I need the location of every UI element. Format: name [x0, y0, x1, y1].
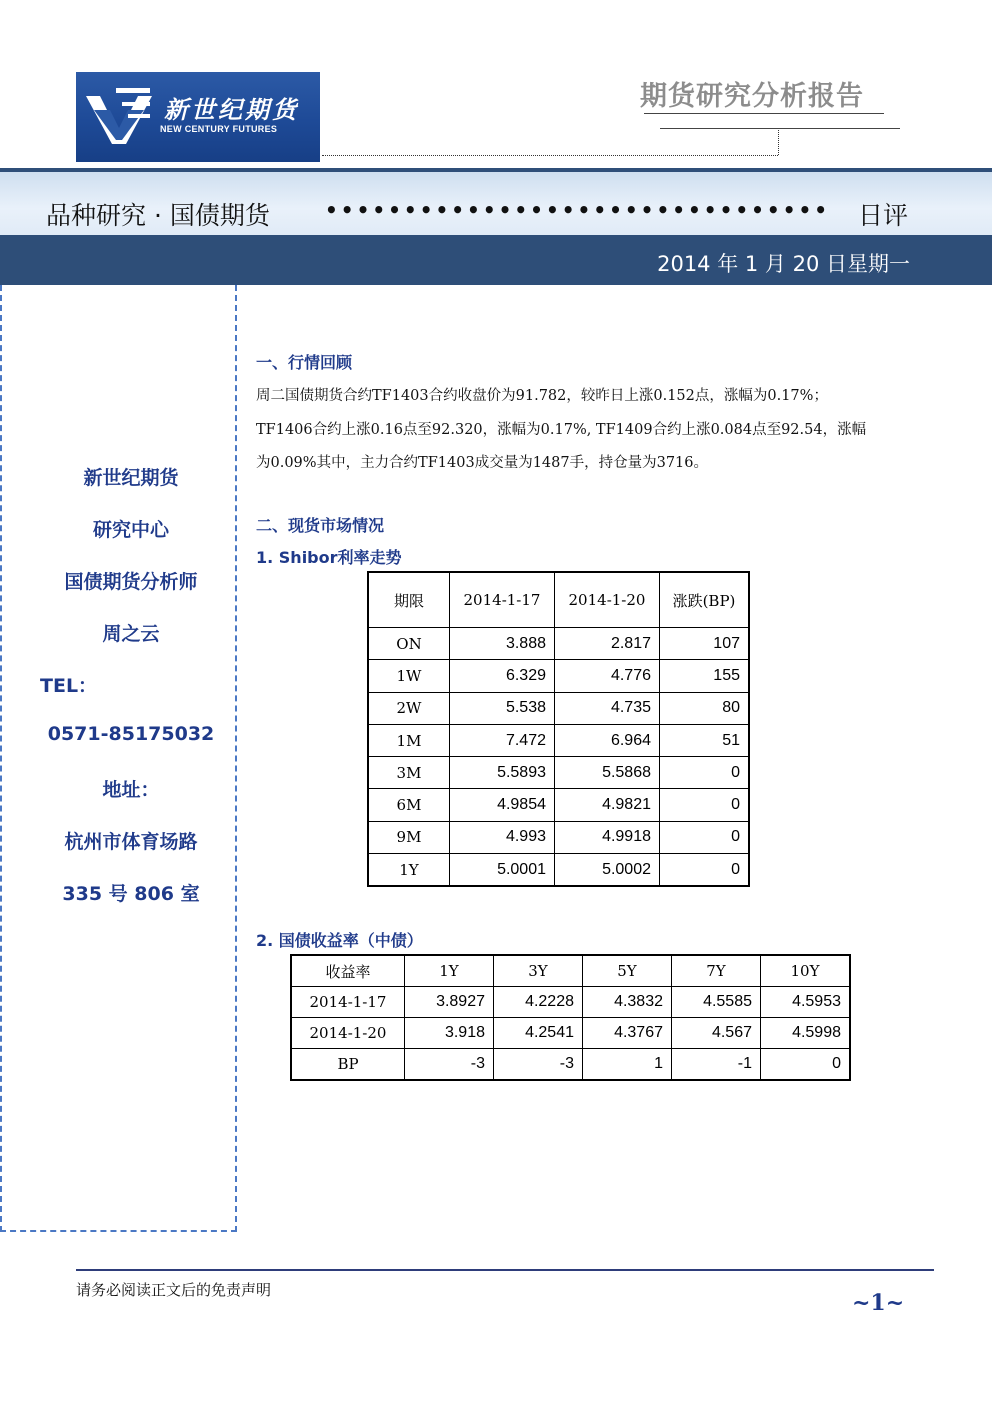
- table-cell: 0: [660, 821, 750, 853]
- report-title: 期货研究分析报告: [640, 81, 864, 112]
- table-cell: 2014-1-17: [291, 987, 405, 1018]
- company-logo: [76, 72, 320, 162]
- table-cell: 51: [660, 724, 750, 756]
- logo-cn-text: 新世纪期货: [164, 95, 299, 124]
- table-cell: 4.735: [555, 692, 660, 724]
- sidebar: [0, 285, 237, 1232]
- table-cell: 3.8927: [405, 987, 494, 1018]
- sidebar-tel: 0571-85175032: [47, 723, 215, 745]
- sidebar-address-line1: 杭州市体育场路: [64, 831, 198, 853]
- table-cell: 4.9821: [555, 789, 660, 821]
- sidebar-analyst: 周之云: [102, 623, 160, 645]
- table-header-cell: 10Y: [761, 955, 851, 987]
- section-heading-market-review: 一、行情回顾: [256, 353, 353, 372]
- table-cell: 1W: [368, 660, 450, 692]
- table-row: [368, 692, 749, 724]
- table-row: [368, 757, 749, 789]
- table-cell: 1Y: [368, 854, 450, 887]
- table-cell: 5.5868: [555, 757, 660, 789]
- category-title: 品种研究 · 国债期货: [46, 201, 270, 230]
- table-cell: 6.329: [450, 660, 555, 692]
- logo-emblem-icon: [86, 88, 152, 144]
- table-header-cell: 涨跌(BP): [660, 572, 750, 628]
- report-date: 2014 年 1 月 20 日星期一: [657, 252, 910, 276]
- table-cell: 2014-1-20: [291, 1018, 405, 1049]
- paragraph-line-1: 周二国债期货合约TF1403合约收盘价为91.782，较昨日上涨0.152点，涨幅为0.17%；: [256, 388, 828, 404]
- title-underline-2: [660, 128, 900, 129]
- logo-en-text: NEW CENTURY FUTURES: [160, 124, 278, 134]
- table-cell: BP: [291, 1049, 405, 1081]
- table-cell: 4.2228: [494, 987, 583, 1018]
- section-heading-spot-market: 二、现货市场情况: [256, 516, 385, 535]
- table-header-cell: 期限: [368, 572, 450, 628]
- table-cell: 4.3832: [583, 987, 672, 1018]
- table-cell: 4.5953: [761, 987, 851, 1018]
- table-cell: -3: [405, 1049, 494, 1081]
- table-cell: 0: [660, 854, 750, 887]
- paragraph-line-3: 为0.09%其中，主力合约TF1403成交量为1487手，持仓量为3716。: [256, 455, 708, 471]
- table-cell: 5.538: [450, 692, 555, 724]
- table-cell: -1: [672, 1049, 761, 1081]
- bond-yield-table: [290, 954, 851, 1081]
- table-cell: 4.3767: [583, 1018, 672, 1049]
- table-row: [368, 854, 749, 887]
- table-cell: 2W: [368, 692, 450, 724]
- table-cell: 3M: [368, 757, 450, 789]
- table-cell: 3.888: [450, 628, 555, 660]
- table-cell: 0: [660, 757, 750, 789]
- table-cell: 0: [761, 1049, 851, 1081]
- sidebar-address-line2: 335 号 806 室: [62, 883, 200, 905]
- table-cell: 155: [660, 660, 750, 692]
- table-header-cell: 2014-1-20: [555, 572, 660, 628]
- table-header-row: [291, 955, 850, 987]
- table-cell: 1: [583, 1049, 672, 1081]
- table-cell: 6.964: [555, 724, 660, 756]
- paragraph-line-2: TF1406合约上涨0.16点至92.320，涨幅为0.17%, TF1409合约上涨0.084点至92.54，涨幅: [256, 422, 867, 438]
- table-cell: ON: [368, 628, 450, 660]
- subheading-shibor: 1. Shibor利率走势: [256, 548, 402, 567]
- report-type: 日评: [858, 201, 909, 230]
- date-band: [0, 235, 992, 285]
- page-number: ~1~: [852, 1290, 905, 1316]
- dot-leader: ••••••••••••••••••••••••••••••••: [325, 198, 831, 222]
- shibor-table: [367, 571, 750, 887]
- dotted-divider: [322, 155, 778, 156]
- table-cell: 3.918: [405, 1018, 494, 1049]
- table-cell: 4.567: [672, 1018, 761, 1049]
- table-row: [291, 987, 850, 1018]
- table-cell: -3: [494, 1049, 583, 1081]
- sidebar-department: 研究中心: [92, 519, 169, 541]
- table-cell: 4.2541: [494, 1018, 583, 1049]
- table-row: [368, 724, 749, 756]
- table-header-cell: 1Y: [405, 955, 494, 987]
- table-cell: 4.993: [450, 821, 555, 853]
- table-header-cell: 3Y: [494, 955, 583, 987]
- table-row: [368, 628, 749, 660]
- table-cell: 4.5998: [761, 1018, 851, 1049]
- disclaimer-note: 请务必阅读正文后的免责声明: [76, 1281, 272, 1299]
- table-cell: 107: [660, 628, 750, 660]
- title-underline: [644, 113, 884, 114]
- table-cell: 4.5585: [672, 987, 761, 1018]
- table-cell: 5.0002: [555, 854, 660, 887]
- table-row: [368, 789, 749, 821]
- table-cell: 4.9918: [555, 821, 660, 853]
- table-cell: 5.5893: [450, 757, 555, 789]
- table-row: [291, 1049, 850, 1081]
- table-header-cell: 2014-1-17: [450, 572, 555, 628]
- table-cell: 6M: [368, 789, 450, 821]
- sidebar-tel-label: TEL：: [40, 675, 98, 697]
- table-header-cell: 5Y: [583, 955, 672, 987]
- table-cell: 2.817: [555, 628, 660, 660]
- table-row: [368, 821, 749, 853]
- dotted-divider-vertical: [778, 130, 779, 155]
- table-cell: 4.9854: [450, 789, 555, 821]
- sidebar-address-label: 地址：: [102, 779, 160, 801]
- table-cell: 4.776: [555, 660, 660, 692]
- table-cell: 9M: [368, 821, 450, 853]
- table-cell: 0: [660, 789, 750, 821]
- table-cell: 1M: [368, 724, 450, 756]
- table-cell: 7.472: [450, 724, 555, 756]
- sidebar-role: 国债期货分析师: [64, 571, 198, 593]
- footer-divider: [76, 1269, 934, 1271]
- table-cell: 5.0001: [450, 854, 555, 887]
- subheading-bond-yield: 2. 国债收益率（中债）: [256, 931, 423, 950]
- table-row: [368, 660, 749, 692]
- table-header-cell: 收益率: [291, 955, 405, 987]
- table-header-row: [368, 572, 749, 628]
- table-row: [291, 1018, 850, 1049]
- table-header-cell: 7Y: [672, 955, 761, 987]
- table-cell: 80: [660, 692, 750, 724]
- sidebar-company: 新世纪期货: [83, 467, 179, 489]
- category-band: [0, 168, 992, 239]
